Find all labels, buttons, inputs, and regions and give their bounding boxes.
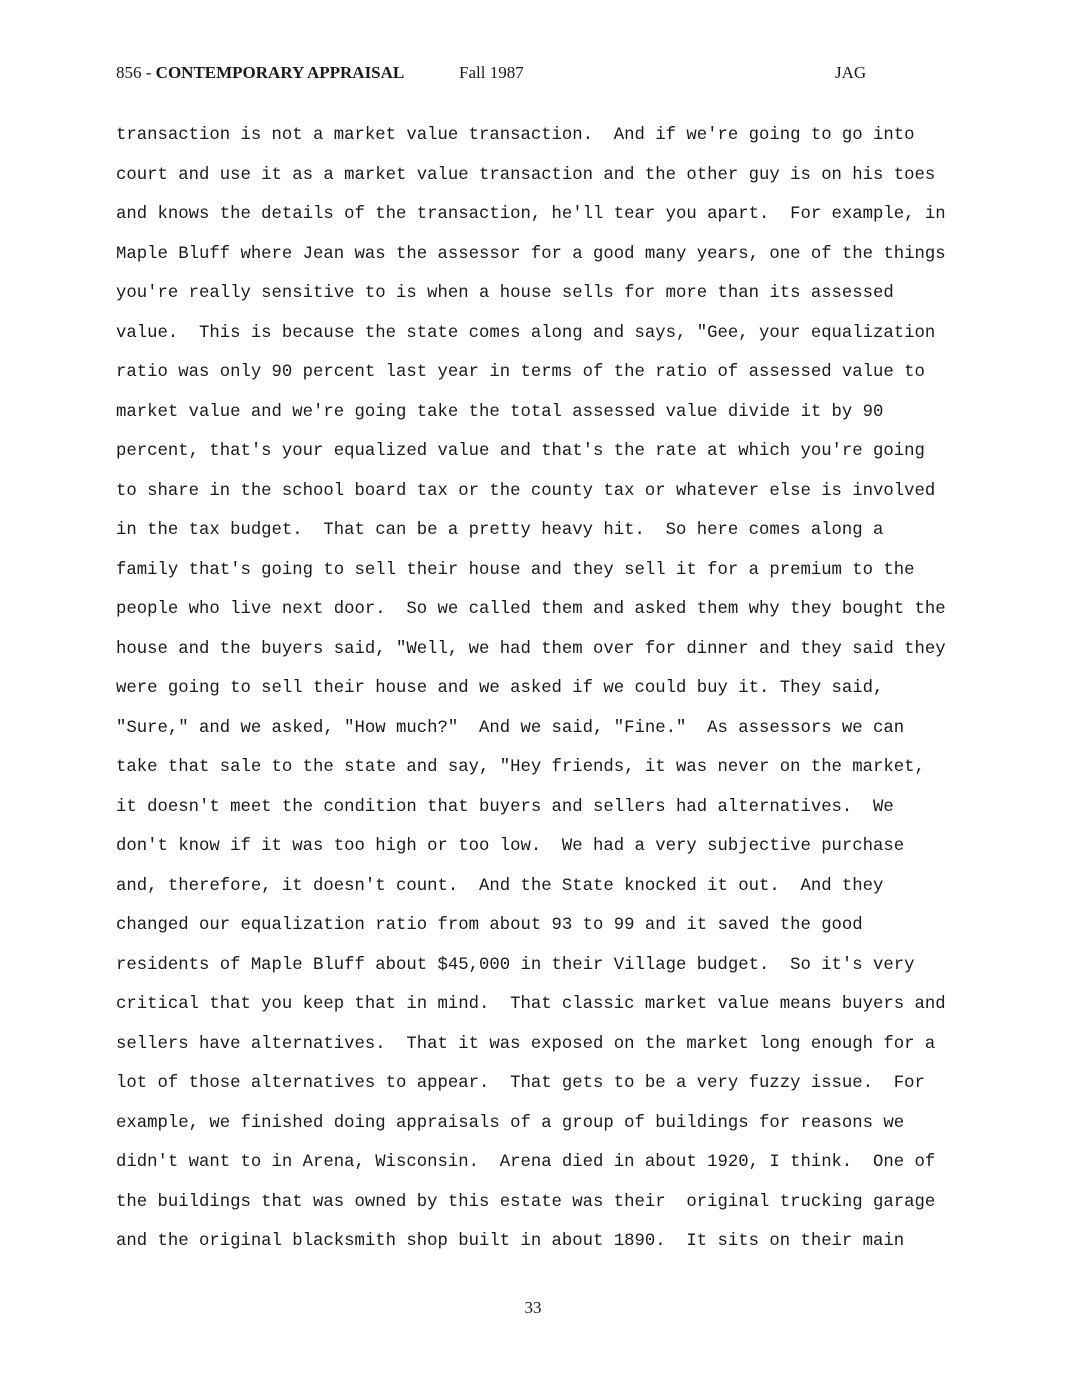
course-code: 856 - [116, 63, 156, 82]
text-line: ratio was only 90 percent last year in terms of the ratio of assessed value to [116, 363, 925, 382]
text-line: and knows the details of the transaction, he'll tear you apart. For example, in [116, 205, 946, 224]
text-line: changed our equalization ratio from about 93 to 99 and it saved the good [116, 916, 863, 935]
header-initials: JAG [835, 63, 867, 82]
text-line: take that sale to the state and say, "Hey friends, it was never on the market, [116, 758, 925, 777]
text-line: the buildings that was owned by this estate was their original trucking garage [116, 1192, 936, 1212]
text-line: and, therefore, it doesn't count. And the State knocked it out. And they [116, 876, 884, 896]
course-title: CONTEMPORARY APPRAISAL [155, 63, 405, 82]
text-line: "Sure," and we asked, "How much?" And we said, "Fine." As assessors we can [116, 718, 905, 738]
text-line: market value and we're going take the total assessed value divide it by 90 [116, 402, 884, 422]
text-line: were going to sell their house and we asked if we could buy it. They said, [116, 679, 884, 698]
text-line: example, we finished doing appraisals of a group of buildings for reasons we [116, 1113, 905, 1133]
text-line: it doesn't meet the condition that buyers and sellers had alternatives. We [116, 797, 894, 817]
text-line: to share in the school board tax or the county tax or whatever else is involved [116, 481, 936, 501]
text-line: family that's going to sell their house and they sell it for a premium to the [116, 560, 915, 580]
header-term: Fall 1987 [459, 63, 524, 82]
text-line: transaction is not a market value transaction. And if we're going to go into [116, 126, 915, 145]
text-line: you're really sensitive to is when a house sells for more than its assessed [116, 284, 894, 303]
text-line: value. This is because the state comes along and says, "Gee, your equalization [116, 323, 936, 343]
text-line: didn't want to in Arena, Wisconsin. Arena died in about 1920, I think. One of [116, 1153, 936, 1172]
text-line: lot of those alternatives to appear. That gets to be a very fuzzy issue. For [116, 1074, 925, 1093]
page-number: 33 [524, 1298, 542, 1317]
text-line: don't know if it was too high or too low. We had a very subjective purchase [116, 837, 905, 856]
text-line: critical that you keep that in mind. That classic market value means buyers and [116, 995, 946, 1014]
text-line: house and the buyers said, "Well, we had them over for dinner and they said they [116, 639, 946, 659]
header-course [116, 62, 404, 84]
transcript-body [116, 116, 956, 1262]
text-line: percent, that's your equalized value and that's the rate at which you're going [116, 442, 925, 461]
text-line: people who live next door. So we called them and asked them why they bought the [116, 600, 946, 619]
text-line: and the original blacksmith shop built in about 1890. It sits on their main [116, 1232, 905, 1251]
page-header [116, 62, 876, 86]
text-line: residents of Maple Bluff about $45,000 in their Village budget. So it's very [116, 955, 915, 975]
text-line: court and use it as a market value transaction and the other guy is on his toes [116, 165, 936, 185]
text-line: sellers have alternatives. That it was exposed on the market long enough for a [116, 1034, 936, 1054]
text-line: Maple Bluff where Jean was the assessor for a good many years, one of the things [116, 244, 946, 264]
text-line: in the tax budget. That can be a pretty heavy hit. So here comes along a [116, 521, 884, 540]
